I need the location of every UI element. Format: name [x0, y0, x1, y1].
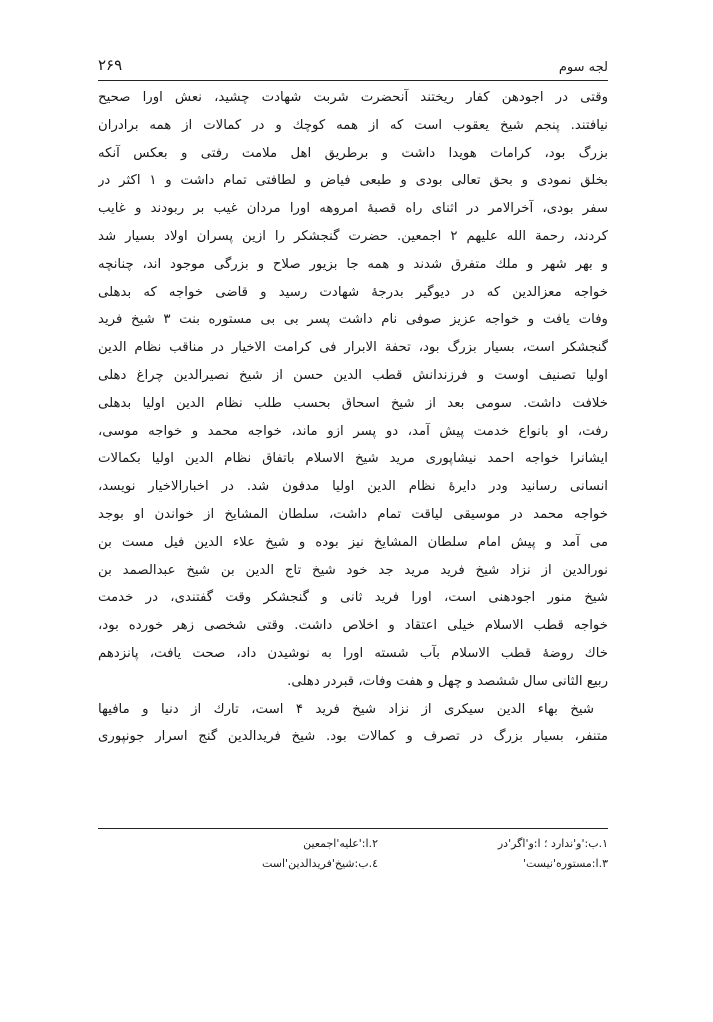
text-line: نورالدین از نزاد شیخ فرید مرید جد خود شیخ تاج الدین بن شیخ عبدالصمد بن — [98, 562, 608, 578]
footnote-row — [98, 854, 608, 874]
text-line: خواجه معزالدین که در دیوگیر بدرجهٔ شهادت رسید و قاضی خواجه که بدهلی — [98, 284, 608, 300]
footnote-1: ۱.ب:'و'ندارد ؛ ا:و'اگر'در — [497, 837, 608, 850]
text-line: و بهر شهر و ملك متفرق شدند و همه جا بزیور صلاح و بزرگی موجود اند، چنانچه — [98, 256, 608, 272]
footnote-divider — [98, 828, 608, 829]
text-line: خواجه قطب الاسلام خیلی اعتقاد و اخلاص داشت. وقتی شخصی زهر خورده بود، — [98, 618, 608, 634]
text-line: کردند، رحمة الله علیهم ۲ اجمعین. حضرت گنجشکر را ازین پسران اولاد بسیار شد — [98, 228, 608, 244]
text-line: متنفر، بسیار بزرگ در تصرف و کمالات بود. شیخ فریدالدین گنج اسرار جونپوری — [98, 729, 608, 745]
footnote-3: ۳.ا:مستوره'نیست' — [522, 857, 608, 870]
text-line: شیخ بهاء الدین سیکری از نزاد شیخ فرید ۴ است، تارك از دنیا و مافیها — [98, 701, 595, 717]
page-number: ۲۶۹ — [98, 56, 123, 74]
page-header — [98, 56, 608, 78]
text-line: بزرگ بود، کرامات هویدا داشت و برطریق اهل ملامت رفتی و بعکس آنکه — [98, 145, 608, 161]
text-line: بخلق نمودی و بحق تعالی بودی و طبعی فیاض و لطافتی تمام داشت و ۱ اکثر در — [98, 173, 608, 189]
text-line: وفات یافت و خواجه عزیز صوفی نام داشت پسر بی بی مستوره بنت ۳ شیخ فرید — [98, 312, 608, 328]
footnote-2: ۲.ا:'علیه'اجمعین — [303, 837, 378, 850]
text-line: وقتی در اجودهن کفار ریختند آنحضرت شربت شهادت چشید، نعش اورا صحیح — [98, 90, 608, 105]
text-line: خاك روضهٔ قطب الاسلام بآب شسته اورا به نوشیدن داد، صحت یافت، پانزدهم — [98, 645, 608, 661]
footnotes — [98, 834, 608, 874]
text-line: خلافت داشت. سومی بعد از شیخ اسحاق بحسب طلب نظام الدین اولیا بدهلی — [98, 395, 608, 411]
text-line: سفر بودی، آخرالامر در اثنای راه قصبهٔ امروهه اورا مردان غیب بر ربودند و غایب — [98, 201, 608, 217]
text-line: ایشانرا خواجه احمد نیشاپوری مرید شیخ الاسلام باتفاق نظام الدین اولیا بکمالات — [98, 451, 608, 467]
text-line: انسانی رسانید ودر دایرهٔ نظام الدین اولیا مدفون شد. در اخبارالاخیار نویسد، — [98, 479, 608, 495]
text-line: نیافتند. پنجم شیخ یعقوب است که از همه کوچك و در کمالات از همه برادران — [98, 117, 608, 133]
text-line: می آمد و پیش امام سلطان المشایخ نیز بوده و شیخ علاء الدین فیل مست بن — [98, 534, 608, 550]
body-text — [98, 84, 608, 751]
text-line: رفت، او بانواع خدمت پیش آمد، دو پسر ازو ماند، خواجه محمد و خواجه موسی، — [98, 423, 608, 439]
header-divider — [98, 80, 608, 81]
text-line: گنجشکر است، بسیار بزرگ بود، تحفة الابرار فی کرامت الاخیار در مناقب نظام الدین — [98, 340, 608, 356]
footnote-row — [98, 834, 608, 854]
footnote-4: ٤.ب:شیخ'فریدالدین'است — [261, 857, 378, 870]
text-line: ربیع الثانی سال ششصد و چهل و هفت وفات، قبردر دهلی. — [287, 673, 608, 689]
text-line: خواجه محمد در موسیقی لیاقت تمام داشت، سلطان المشایخ از خواندن او بوجد — [98, 506, 608, 522]
text-line: اولیا تصنیف اوست و فرزندانش قطب الدین حسن از شیخ نصیرالدین چراغ دهلی — [98, 367, 608, 383]
text-line: شیخ منور اجودهنی است، اورا فرید ثانی و گنجشکر وقت گفتندی، در خدمت — [98, 590, 608, 606]
chapter-title: لجه سوم — [558, 60, 608, 75]
